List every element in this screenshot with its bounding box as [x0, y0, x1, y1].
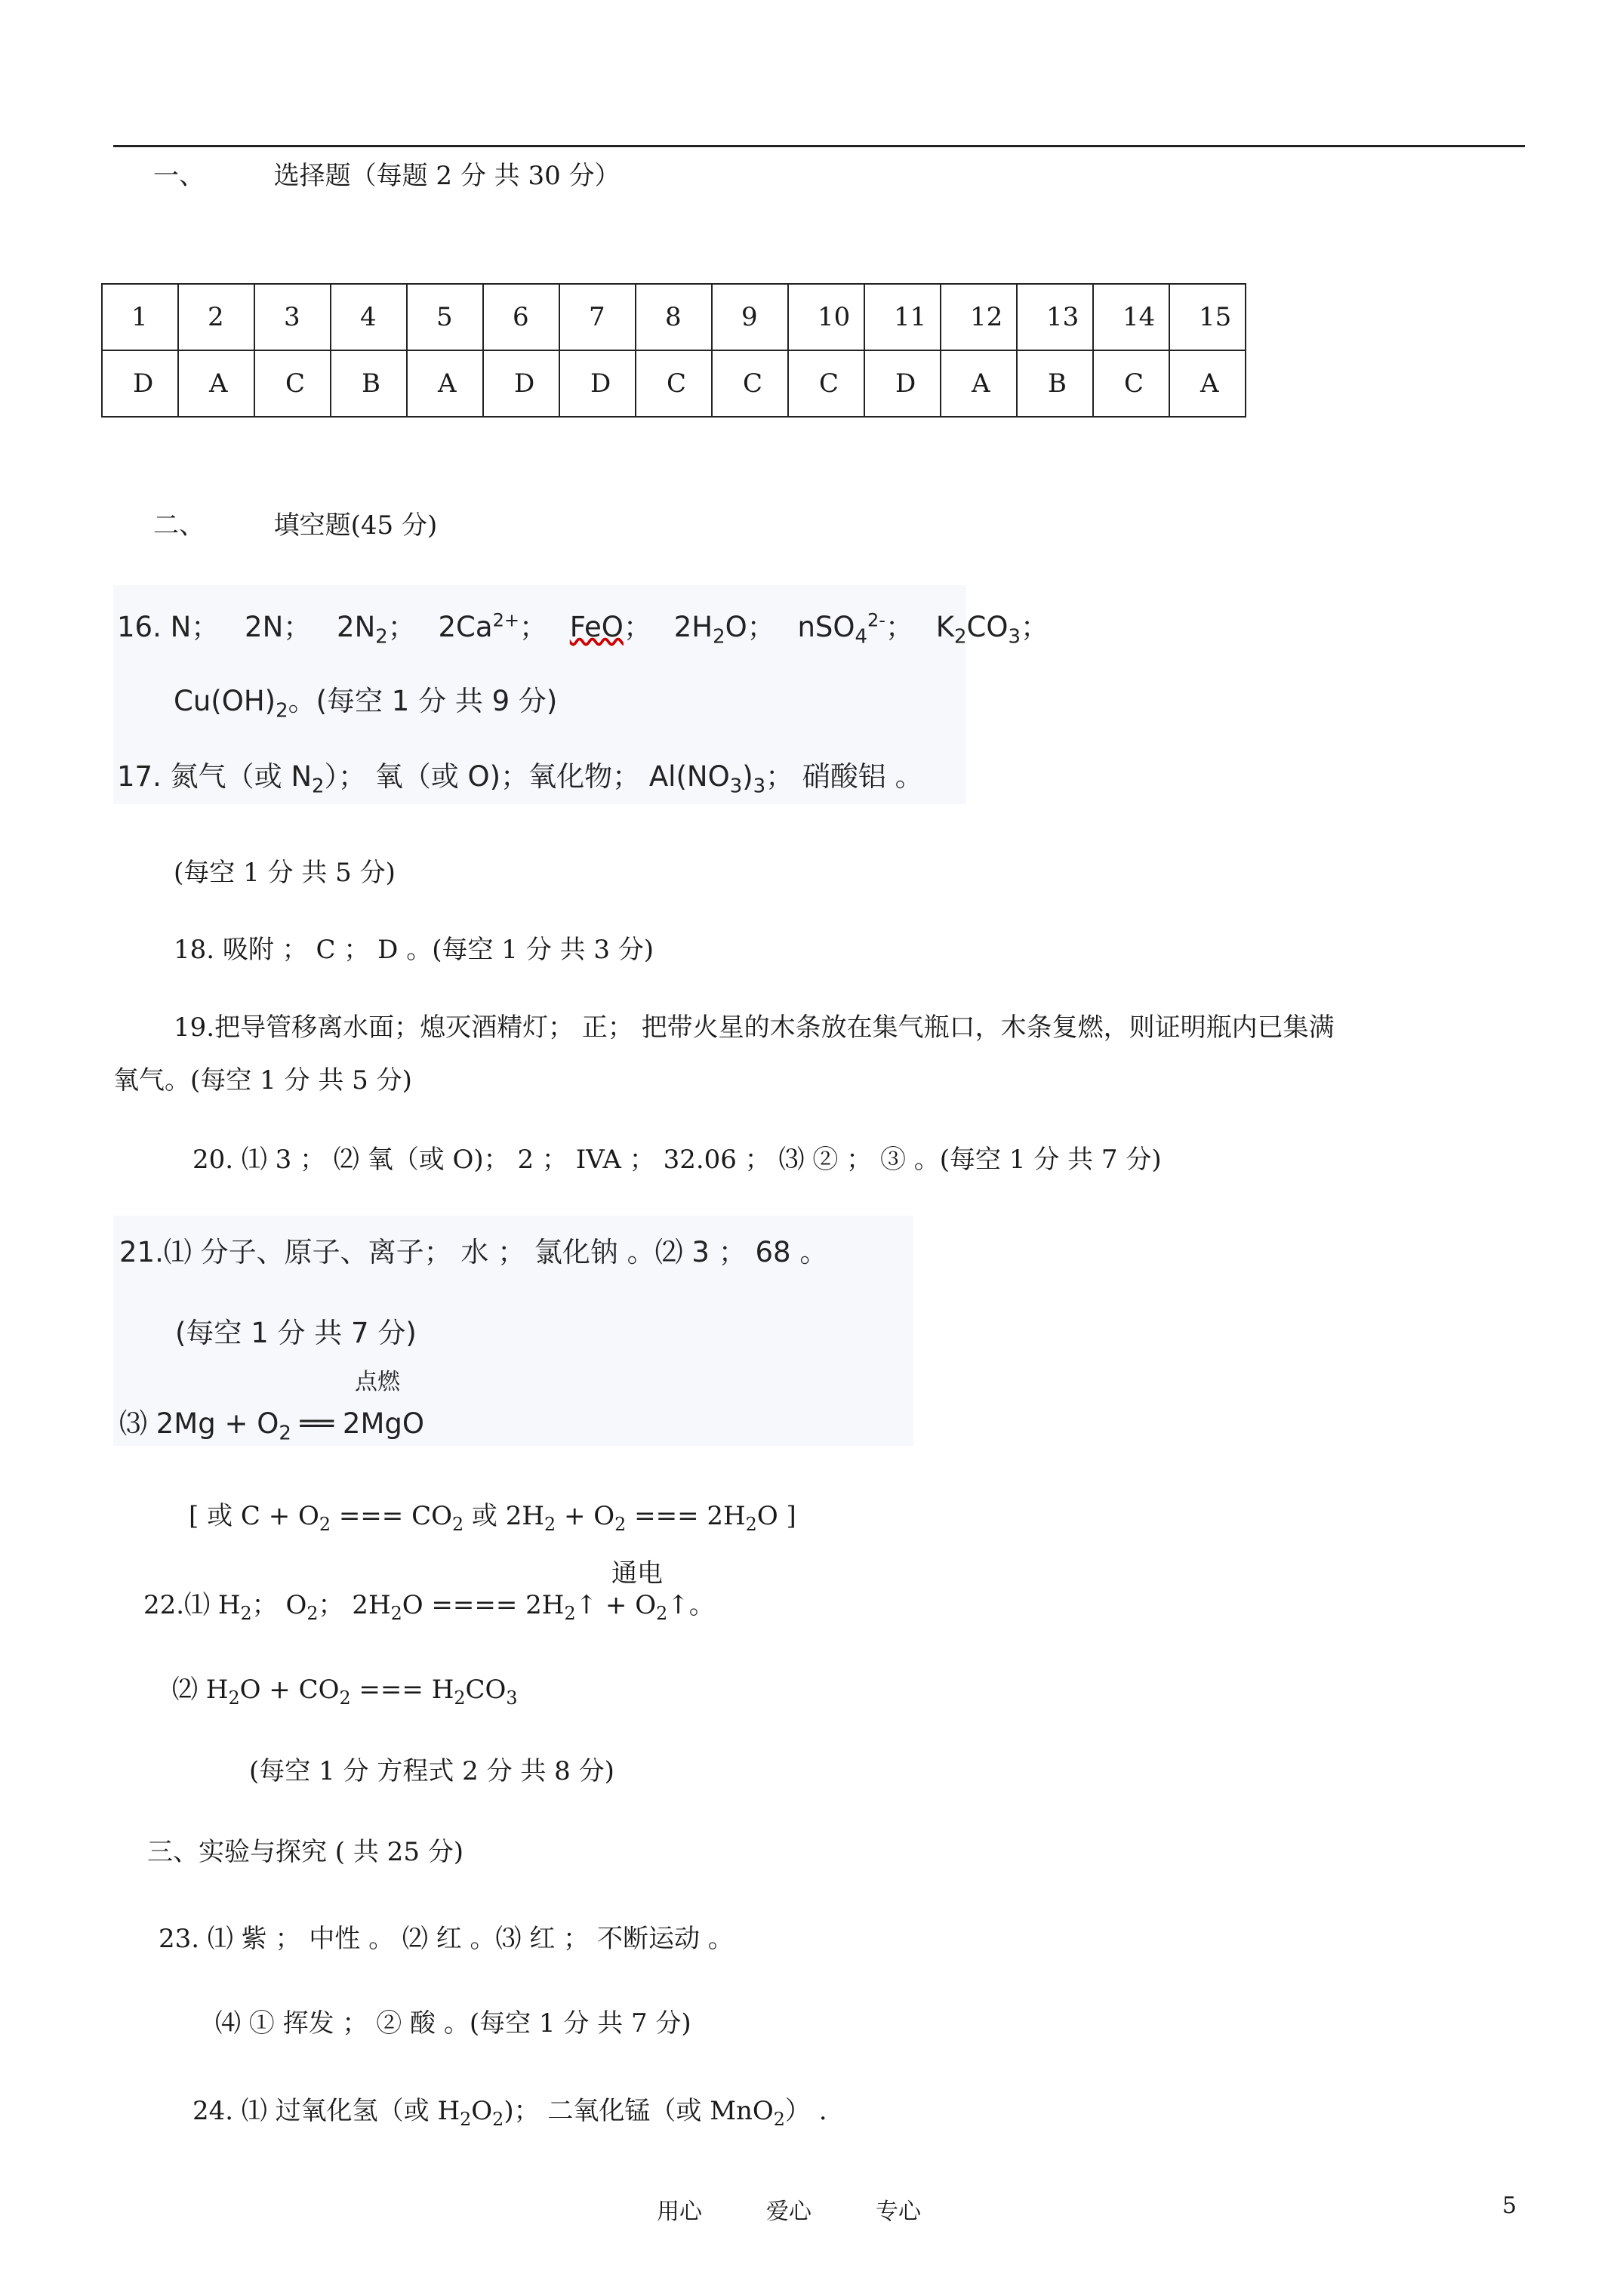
answer-table-answer-cell: D — [102, 350, 178, 417]
answer-table-number-cell: 10 — [788, 284, 864, 350]
q21-condition-ignite: 点燃 — [355, 1369, 400, 1395]
q21-alternatives: [ 或 $C + O_2$ === $CO_2$ 或 $2H_2 + O_2$ === $2H_2O$ ] — [189, 1501, 796, 1535]
answer-table-answer-cell: C — [636, 350, 712, 417]
q16-answer-7: nSO$_4^{2-}$； — [797, 609, 913, 649]
q16-answer-3: $2N_2$； — [337, 611, 416, 649]
answer-table-answer-cell: C — [1093, 350, 1169, 417]
answer-table-number-cell: 7 — [559, 284, 636, 350]
header-rule — [113, 145, 1525, 147]
section1-heading — [153, 155, 621, 192]
q16-answer-6: $2H_2O$； — [673, 611, 775, 649]
section3-heading: 三、实验与探究 ( 共 25 分) — [147, 1837, 464, 1867]
q18-line: 18. 吸附 ； C ； D 。(每空 1 分 共 3 分) — [174, 935, 654, 965]
footer-word-1: 用心 — [657, 2199, 702, 2225]
q16-answer-8: $K_2CO_3$； — [935, 611, 1049, 649]
answer-table-number-cell: 14 — [1093, 284, 1169, 350]
answer-table-numbers-row — [102, 284, 1246, 350]
answer-table-number-cell: 9 — [712, 284, 788, 350]
q16-line2: $Cu(OH)_2$。(每空 1 分 共 9 分) — [174, 685, 558, 723]
footer-word-2: 爱心 — [766, 2199, 812, 2225]
page-number: 5 — [1502, 2193, 1517, 2219]
answer-table-answer-cell: A — [1169, 350, 1246, 417]
answer-table-answer-cell: B — [331, 350, 407, 417]
answer-table-number-cell: 1 — [102, 284, 178, 350]
section2-title: 填空题(45 分) — [273, 510, 438, 541]
answer-table-number-cell: 15 — [1169, 284, 1246, 350]
answer-table-number-cell: 2 — [178, 284, 254, 350]
answer-table — [101, 283, 1246, 418]
q20-line: 20. ⑴ 3 ； ⑵ 氧（或 O)； 2 ； IVA ； 32.06 ； ⑶ ② ； ③ 。(每空 1 分 共 7 分) — [192, 1145, 1162, 1175]
q22-condition-electrolysis: 通电 — [611, 1558, 663, 1589]
q21-line1: 21.⑴ 分子、原子、离子； 水 ； 氯化钠 。⑵ 3 ； 68 。 — [119, 1236, 828, 1268]
answer-table-answer-cell: A — [407, 350, 483, 417]
answer-table-answer-cell: D — [483, 350, 559, 417]
answer-table-answer-cell: A — [941, 350, 1017, 417]
answer-table-answer-cell: D — [559, 350, 636, 417]
answer-table-answer-cell: B — [1017, 350, 1093, 417]
answer-table-answer-cell: C — [254, 350, 331, 417]
answer-table-answers-row — [102, 350, 1246, 417]
answer-table-number-cell: 4 — [331, 284, 407, 350]
q23-line2: ⑷ ① 挥发 ； ② 酸 。(每空 1 分 共 7 分) — [215, 2008, 691, 2039]
section1-number: 一、 — [153, 161, 205, 191]
answer-table-number-cell: 13 — [1017, 284, 1093, 350]
answer-table-answer-cell: A — [178, 350, 254, 417]
q16-answer-1: 16. N； — [117, 611, 220, 643]
q19-line1: 19.把导管移离水面；熄灭酒精灯； 正； 把带火星的木条放在集气瓶口，木条复燃，则证明瓶内已集满 — [174, 1012, 1335, 1043]
q17-score: (每空 1 分 共 5 分) — [174, 858, 396, 888]
footer-word-3: 专心 — [876, 2199, 921, 2225]
q17-line1: 17. 氮气（或 $N_2$）； 氧（或 O)；氧化物； $Al(NO_3)_3$； 硝酸铝 。 — [117, 760, 923, 798]
section2-heading — [153, 504, 437, 541]
q19-line2: 氧气。(每空 1 分 共 5 分) — [113, 1065, 412, 1096]
q16-answer-5: FeO； — [569, 611, 651, 643]
answer-table-number-cell: 8 — [636, 284, 712, 350]
section1-title: 选择题（每题 2 分 共 30 分） — [273, 161, 621, 191]
q16-line1 — [117, 604, 1049, 648]
answer-table-number-cell: 5 — [407, 284, 483, 350]
q24-line: 24. ⑴ 过氧化氢（或 $H_2O_2$)； 二氧化锰（或 MnO$_2$） . — [192, 2096, 827, 2130]
q23-line1: 23. ⑴ 紫 ； 中性 。 ⑵ 红 。⑶ 红 ； 不断运动 。 — [159, 1924, 734, 1954]
answer-table-answer-cell: C — [712, 350, 788, 417]
q21-line2: (每空 1 分 共 7 分) — [175, 1317, 417, 1349]
q22-score: (每空 1 分 方程式 2 分 共 8 分) — [249, 1756, 614, 1786]
section2-number: 二、 — [153, 510, 205, 541]
answer-table-number-cell: 12 — [941, 284, 1017, 350]
q22-line1: 22.⑴ $H_2$； $O_2$； $2H_2O$ ==== $2H_2↑$ + $O_2↑$。 — [143, 1590, 715, 1624]
q16-answer-2: 2N； — [245, 611, 312, 643]
answer-table-number-cell: 11 — [864, 284, 941, 350]
answer-table-number-cell: 6 — [483, 284, 559, 350]
q21-equation: ⑶ $2Mg + O_2$ ══ 2MgO — [119, 1407, 424, 1445]
q22-line2: ⑵ $H_2O + CO_2$ === $H_2CO_3$ — [172, 1675, 518, 1709]
answer-table-answer-cell: C — [788, 350, 864, 417]
q16-answer-4: $2Ca^{2+}$； — [438, 609, 548, 643]
answer-table-number-cell: 3 — [254, 284, 331, 350]
answer-table-answer-cell: D — [864, 350, 941, 417]
